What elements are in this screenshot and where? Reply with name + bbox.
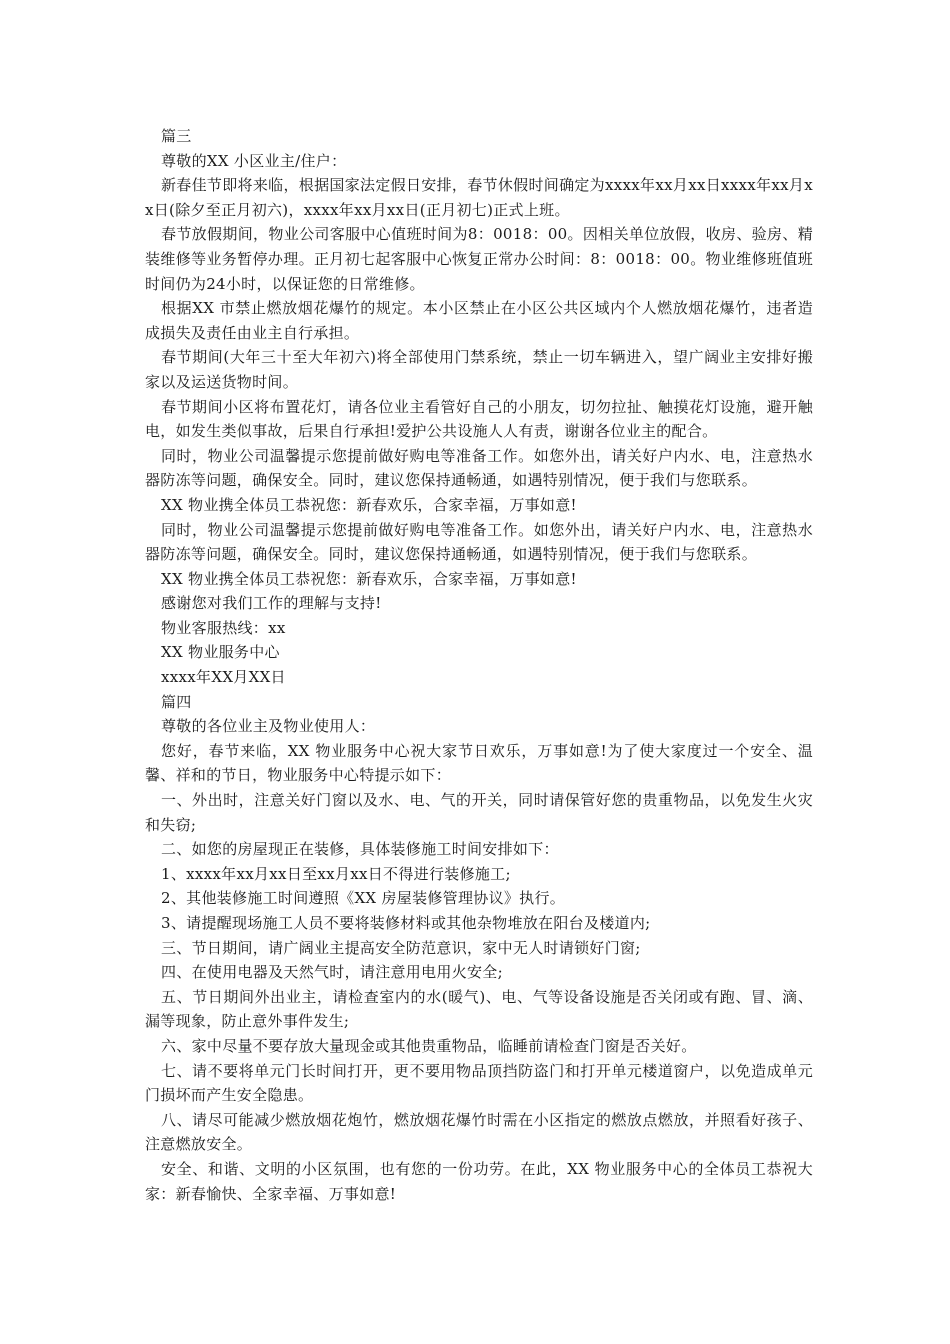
salutation: 尊敬的XX 小区业主/住户： (161, 151, 347, 170)
list-item: 3、请提醒现场施工人员不要将装修材料或其他杂物堆放在阳台及楼道内; (161, 914, 651, 932)
hotline-line: 物业客服热线：xx (161, 618, 286, 637)
paragraph: 同时，物业公司温馨提示您提前做好购电等准备工作。如您外出，请关好户内水、电，注意热水器防冻等问题，确保安全。同时，建议您保持通畅通，如遇特别情况，便于我们与您联系。 (145, 520, 813, 564)
list-item: 一、外出时，注意关好门窗以及水、电、气的开关，同时请保管好您的贵重物品，以免发生火灾和失窃; (145, 791, 813, 834)
paragraph: XX 物业携全体员工恭祝您：新春欢乐，合家幸福，万事如意! (161, 569, 577, 588)
paragraph: XX 物业携全体员工恭祝您：新春欢乐，合家幸福，万事如意! (161, 495, 577, 514)
paragraph: 同时，物业公司温馨提示您提前做好购电等准备工作。如您外出，请关好户内水、电，注意热水器防冻等问题，确保安全。同时，建议您保持通畅通，如遇特别情况，便于我们与您联系。 (145, 446, 813, 490)
paragraph: 新春佳节即将来临，根据国家法定假日安排，春节休假时间确定为xxxx年xx月xx日xxxx年xx月xx日(除夕至正月初六)，xxxx年xx月xx日(正月初七)正式上班。 (145, 176, 813, 219)
list-item: 五、节日期间外出业主，请检查室内的水(暖气)、电、气等设备设施是否关闭或有跑、冒、滴、漏等现象，防止意外事件发生; (145, 987, 813, 1031)
signature-org: XX 物业服务中心 (161, 643, 280, 662)
salutation: 尊敬的各位业主及物业使用人： (161, 717, 376, 736)
list-item: 八、请尽可能减少燃放烟花炮竹，燃放烟花爆竹时需在小区指定的燃放点燃放，并照看好孩子、注意燃放安全。 (145, 1110, 813, 1154)
section-heading-3: 篇三 (161, 127, 192, 145)
list-item: 2、其他装修施工时间遵照《XX 房屋装修管理协议》执行。 (161, 889, 566, 908)
paragraph: 春节期间小区将布置花灯，请各位业主看管好自己的小朋友，切勿拉扯、触摸花灯设施，避开触电，如发生类似事故，后果自行承担!爱护公共设施人人有责，谢谢各位业主的配合。 (145, 397, 813, 441)
list-item: 二、如您的房屋现正在装修，具体装修施工时间安排如下： (161, 840, 559, 859)
section-heading-4: 篇四 (161, 692, 192, 711)
paragraph: 春节期间(大年三十至大年初六)将全部使用门禁系统，禁止一切车辆进入，望广阔业主安排好搬家以及运送货物时间。 (145, 348, 813, 391)
paragraph: 感谢您对我们工作的理解与支持! (161, 594, 382, 613)
list-item: 四、在使用电器及天然气时，请注意用电用火安全; (161, 963, 503, 982)
signature-date: xxxx年XX月XX日 (161, 668, 286, 687)
list-item: 七、请不要将单元门长时间打开，更不要用物品顶挡防盗门和打开单元楼道窗户，以免造成单元门损坏而产生安全隐患。 (145, 1061, 813, 1105)
paragraph: 根据XX 市禁止燃放烟花爆竹的规定。本小区禁止在小区公共区域内个人燃放烟花爆竹，违者造成损失及责任由业主自行承担。 (145, 299, 813, 342)
closing-paragraph: 安全、和谐、文明的小区氛围，也有您的一份功劳。在此，XX 物业服务中心的全体员工恭祝大家：新春愉快、全家幸福、万事如意! (145, 1159, 813, 1203)
list-item: 1、xxxx年xx月xx日至xx月xx日不得进行装修施工; (161, 864, 511, 883)
list-item: 三、节日期间，请广阔业主提高安全防范意识，家中无人时请锁好门窗; (161, 938, 641, 957)
paragraph: 您好，春节来临，XX 物业服务中心祝大家节日欢乐，万事如意!为了使大家度过一个安全、温馨、祥和的节日，物业服务中心特提示如下： (145, 741, 813, 785)
list-item: 六、家中尽量不要存放大量现金或其他贵重物品，临睡前请检查门窗是否关好。 (161, 1036, 697, 1055)
paragraph: 春节放假期间，物业公司客服中心值班时间为8：0018：00。因相关单位放假，收房、验房、精装维修等业务暂停办理。正月初七起客服中心恢复正常办公时间：8：0018：00。物业维修班值班时间仍为24小时，以保证您的日常维修。 (145, 225, 813, 293)
document-body (145, 124, 813, 1206)
